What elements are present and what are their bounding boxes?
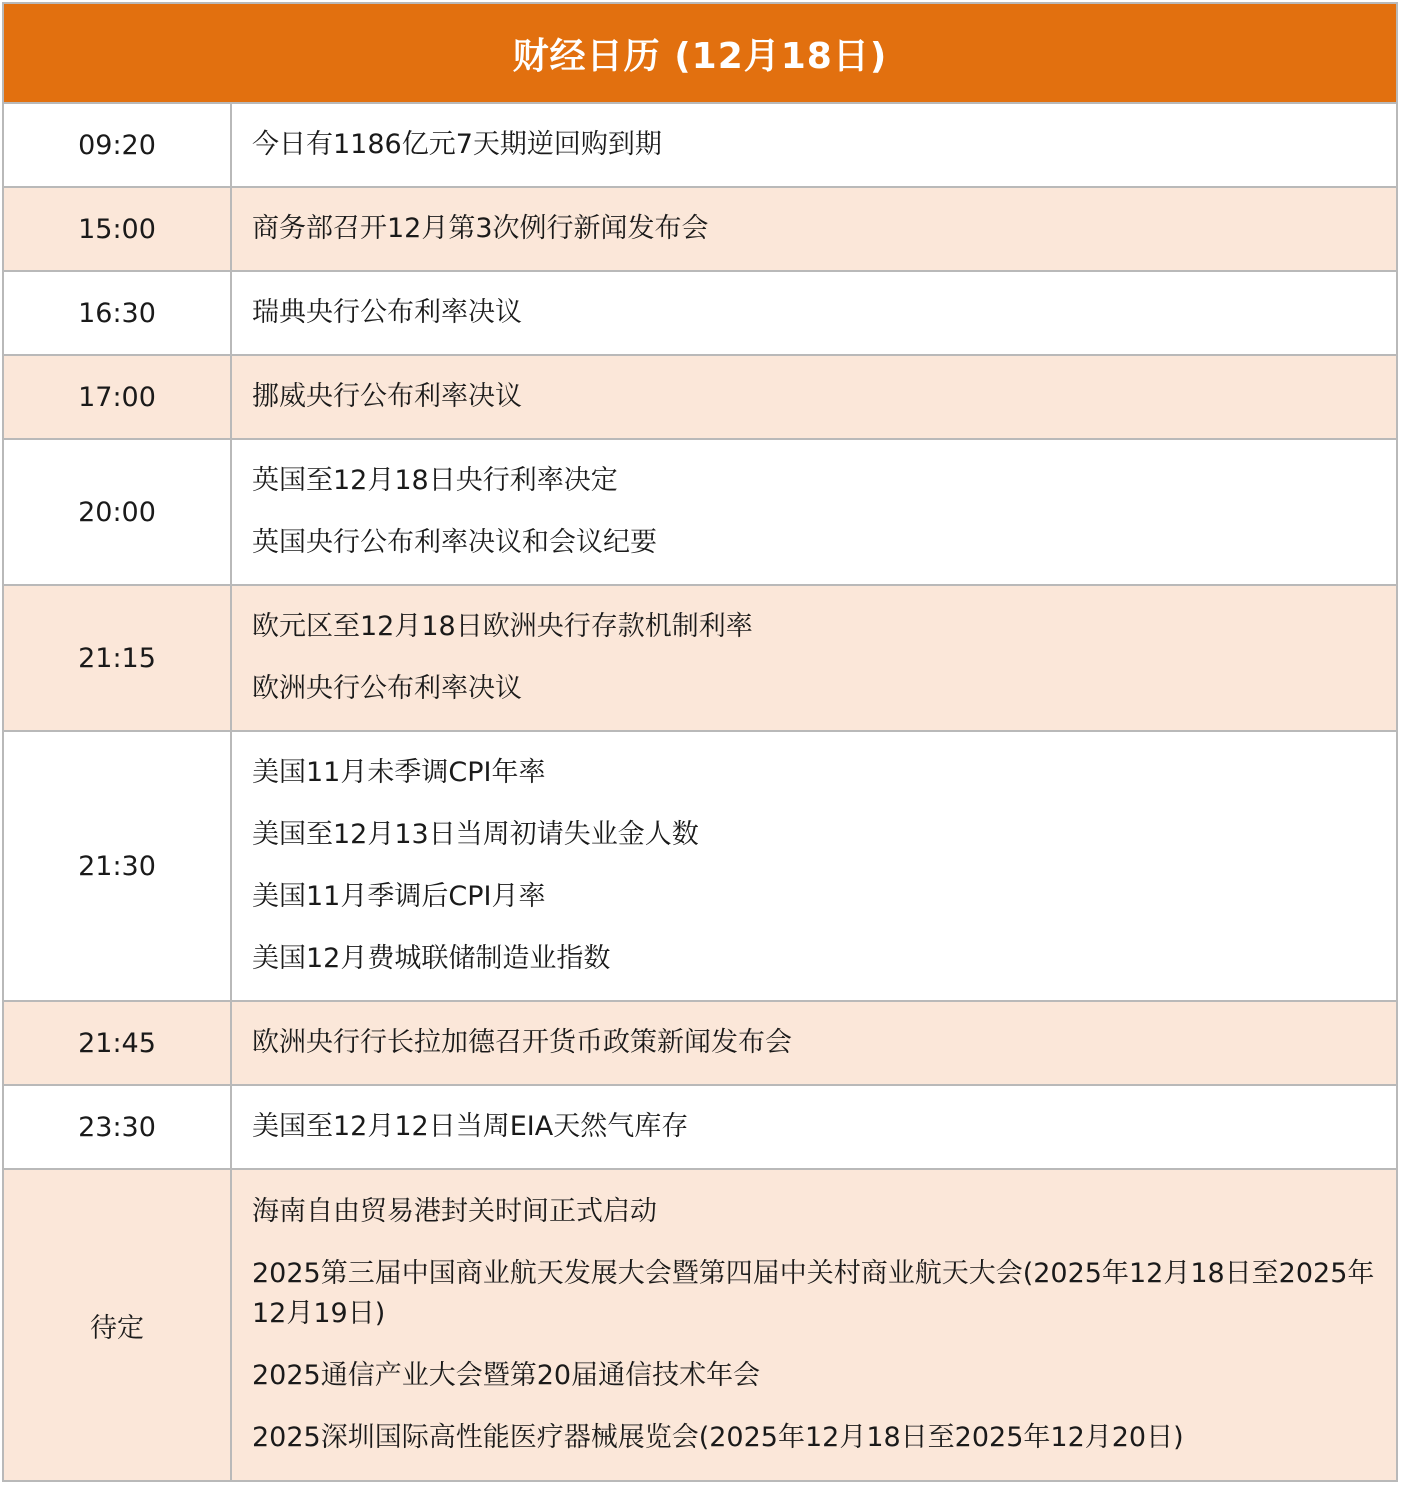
event-list bbox=[232, 188, 1396, 270]
event-item: 英国至12月18日央行利率决定 bbox=[252, 465, 618, 496]
event-item: 美国11月季调后CPI月率 bbox=[252, 881, 546, 912]
event-time: 待定 bbox=[4, 1170, 232, 1480]
table-row bbox=[4, 1002, 1396, 1086]
event-item: 2025深圳国际高性能医疗器械展览会(2025年12月18日至2025年12月20日) bbox=[252, 1422, 1184, 1453]
event-item: 美国12月费城联储制造业指数 bbox=[252, 943, 611, 974]
table-row bbox=[4, 586, 1396, 732]
event-list bbox=[232, 272, 1396, 354]
event-item: 今日有1186亿元7天期逆回购到期 bbox=[252, 129, 662, 160]
event-list bbox=[232, 1002, 1396, 1084]
table-row bbox=[4, 188, 1396, 272]
event-list bbox=[232, 356, 1396, 438]
event-time: 21:15 bbox=[4, 586, 232, 730]
event-item: 挪威央行公布利率决议 bbox=[252, 381, 522, 412]
event-time: 21:45 bbox=[4, 1002, 232, 1084]
event-list bbox=[232, 732, 1396, 1000]
event-item: 美国至12月12日当周EIA天然气库存 bbox=[252, 1111, 689, 1142]
event-time: 15:00 bbox=[4, 188, 232, 270]
event-item: 欧洲央行行长拉加德召开货币政策新闻发布会 bbox=[252, 1027, 792, 1058]
table-row bbox=[4, 732, 1396, 1002]
event-item: 海南自由贸易港封关时间正式启动 bbox=[252, 1196, 657, 1227]
table-row bbox=[4, 440, 1396, 586]
event-item: 2025第三届中国商业航天发展大会暨第四届中关村商业航天大会(2025年12月18日至2025年12月19日) bbox=[252, 1258, 1375, 1329]
event-item: 英国央行公布利率决议和会议纪要 bbox=[252, 527, 657, 558]
event-time: 21:30 bbox=[4, 732, 232, 1000]
event-item: 欧元区至12月18日欧洲央行存款机制利率 bbox=[252, 611, 753, 642]
event-list bbox=[232, 1170, 1396, 1480]
event-item: 美国至12月13日当周初请失业金人数 bbox=[252, 819, 699, 850]
event-item: 商务部召开12月第3次例行新闻发布会 bbox=[252, 213, 709, 244]
table-row bbox=[4, 1086, 1396, 1170]
event-time: 20:00 bbox=[4, 440, 232, 584]
event-time: 09:20 bbox=[4, 104, 232, 186]
event-list bbox=[232, 104, 1396, 186]
event-list bbox=[232, 440, 1396, 584]
event-time: 16:30 bbox=[4, 272, 232, 354]
table-row bbox=[4, 272, 1396, 356]
event-item: 2025通信产业大会暨第20届通信技术年会 bbox=[252, 1360, 761, 1391]
event-item: 瑞典央行公布利率决议 bbox=[252, 297, 522, 328]
event-item: 美国11月未季调CPI年率 bbox=[252, 757, 546, 788]
event-list bbox=[232, 586, 1396, 730]
event-list bbox=[232, 1086, 1396, 1168]
event-item: 欧洲央行公布利率决议 bbox=[252, 673, 522, 704]
table-row bbox=[4, 1170, 1396, 1480]
finance-calendar-table bbox=[2, 2, 1398, 1482]
event-time: 23:30 bbox=[4, 1086, 232, 1168]
table-row bbox=[4, 356, 1396, 440]
calendar-title: 财经日历 (12月18日) bbox=[4, 4, 1396, 104]
event-time: 17:00 bbox=[4, 356, 232, 438]
table-row bbox=[4, 104, 1396, 188]
